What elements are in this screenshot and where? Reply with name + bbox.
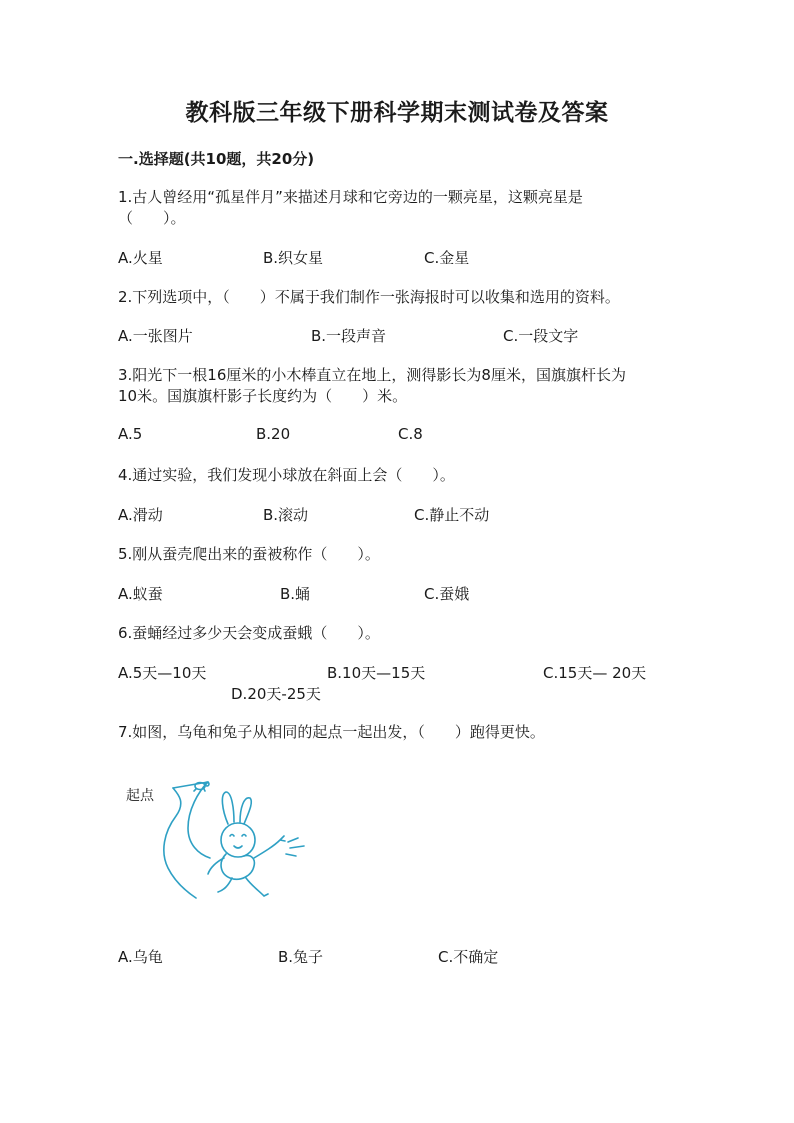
question-7-option-a: A.乌龟 (118, 948, 163, 966)
question-4-option-a: A.滑动 (118, 506, 163, 524)
question-2-line-1: 2.下列选项中，（ ）不属于我们制作一张海报时可以收集和选用的资料。 (118, 288, 620, 306)
track-edge-right (188, 782, 210, 858)
question-4-option-b: B.滚动 (263, 506, 309, 524)
question-6-option-b: B.10天—15天 (327, 664, 426, 682)
section-heading: 一.选择题(共10题，共20分) (118, 150, 315, 168)
page-title: 教科版三年级下册科学期末测试卷及答案 (185, 99, 609, 126)
question-7-option-b: B.兔子 (278, 948, 324, 966)
question-7-line-1: 7.如图，乌龟和兔子从相同的起点一起出发，（ ）跑得更快。 (118, 723, 545, 741)
rabbit-ear-left (222, 792, 234, 824)
question-1-line-2: （ ）。 (118, 209, 186, 227)
question-2-option-a: A.一张图片 (118, 327, 193, 345)
question-5-line-1: 5.刚从蚕壳爬出来的蚕被称作（ ）。 (118, 545, 380, 563)
question-1-option-b: B.织女星 (263, 249, 324, 267)
question-4-line-1: 4.通过实验，我们发现小球放在斜面上会（ ）。 (118, 466, 455, 484)
question-6-option-d: D.20天-25天 (231, 685, 321, 703)
tortoise-rabbit-illustration (118, 770, 328, 910)
question-7-option-c: C.不确定 (438, 948, 499, 966)
question-6-option-c: C.15天— 20天 (543, 664, 647, 682)
question-1-option-c: C.金星 (424, 249, 470, 267)
start-point-label: 起点 (126, 788, 154, 804)
rabbit-ear-right (240, 798, 251, 824)
rabbit-head (221, 823, 255, 857)
question-2-option-b: B.一段声音 (311, 327, 387, 345)
question-5-option-a: A.蚁蚕 (118, 585, 163, 603)
question-3-option-c: C.8 (398, 425, 423, 443)
question-6-line-1: 6.蚕蛹经过多少天会变成蚕蛾（ ）。 (118, 624, 380, 642)
question-3-option-b: B.20 (256, 425, 291, 443)
question-5-option-b: B.蛹 (280, 585, 311, 603)
question-4-option-c: C.静止不动 (414, 506, 490, 524)
question-3-option-a: A.5 (118, 425, 143, 443)
question-1-line-1: 1.古人曾经用“孤星伴月”来描述月球和它旁边的一颗亮星，这颗亮星是 (118, 188, 583, 206)
question-2-option-c: C.一段文字 (503, 327, 579, 345)
question-1-option-a: A.火星 (118, 249, 163, 267)
question-6-option-a: A.5天—10天 (118, 664, 207, 682)
question-3-line-1: 3.阳光下一根16厘米的小木棒直立在地上，测得影长为8厘米，国旗旗杆长为 (118, 366, 626, 384)
question-5-option-c: C.蚕娥 (424, 585, 470, 603)
question-3-line-2: 10米。国旗旗杆影子长度约为（ ）米。 (118, 387, 408, 405)
